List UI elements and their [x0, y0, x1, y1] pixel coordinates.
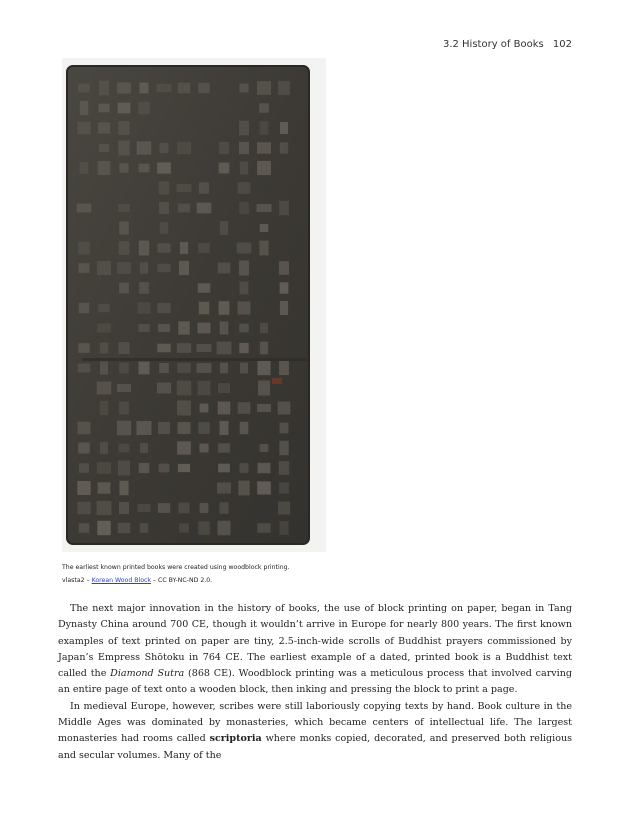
carved-glyph [178, 321, 190, 334]
carved-glyph [219, 502, 228, 513]
carved-glyph [238, 402, 251, 414]
carved-glyph [180, 242, 188, 254]
carved-glyph [159, 202, 169, 214]
carved-glyph [119, 283, 129, 294]
carved-glyph [99, 144, 109, 152]
carved-glyph [218, 443, 230, 452]
carved-glyph [257, 81, 271, 95]
carved-glyph [239, 142, 249, 154]
carved-glyph [137, 141, 151, 154]
carved-glyph [257, 161, 271, 175]
carved-glyph [220, 221, 229, 235]
carved-glyph [97, 261, 111, 275]
carved-glyph [140, 83, 149, 94]
carved-glyph [179, 261, 189, 275]
carved-glyph [79, 303, 89, 313]
carved-glyph [158, 503, 170, 513]
carved-glyph [138, 362, 149, 375]
carved-glyph [78, 84, 90, 93]
carved-glyph [157, 344, 170, 353]
carved-glyph [138, 504, 151, 512]
carved-glyph [279, 482, 289, 493]
carved-glyph [220, 363, 228, 373]
carved-glyph [118, 103, 131, 114]
page-number: 102 [552, 39, 572, 50]
carved-glyph [138, 324, 149, 332]
carved-glyph [197, 363, 212, 373]
text-run: where monks copied, decorated, and preserved both religious and secular volumes. Many of the [58, 733, 573, 761]
source-link[interactable]: Korean Wood Block [91, 577, 151, 584]
carved-glyph [177, 401, 191, 416]
carved-glyph [258, 463, 271, 473]
carved-glyph [138, 302, 151, 313]
carved-glyph [118, 141, 129, 156]
carved-glyph [280, 423, 289, 434]
carved-glyph [220, 421, 229, 435]
carved-glyph [260, 342, 268, 355]
carved-glyph [118, 204, 130, 212]
carved-glyph [257, 404, 271, 412]
carved-glyph [280, 122, 288, 134]
carved-glyph [239, 324, 249, 333]
section-title: 3.2 History of Books [442, 39, 544, 50]
carved-glyph [80, 101, 89, 115]
carved-glyph [78, 343, 89, 353]
carved-glyph [119, 163, 128, 172]
carved-glyph [260, 444, 269, 452]
carved-glyph [239, 84, 248, 93]
carved-glyph [198, 422, 209, 434]
carved-glyph [77, 481, 90, 495]
carved-glyph [100, 401, 109, 415]
carved-glyph [257, 481, 271, 494]
carved-glyph [177, 184, 192, 192]
carved-glyph [118, 121, 129, 135]
carved-glyph [239, 343, 248, 353]
carved-glyph [239, 121, 249, 136]
carved-glyph [177, 381, 191, 396]
carved-glyph [138, 102, 150, 114]
carved-glyph [178, 464, 190, 472]
carved-glyph [117, 82, 131, 93]
carved-glyph [279, 261, 289, 275]
carved-glyph [177, 363, 191, 373]
carved-glyph [79, 463, 89, 473]
carved-glyph [259, 241, 268, 256]
carved-glyph [78, 442, 89, 453]
carved-glyph [178, 83, 190, 94]
carved-glyph [279, 201, 289, 216]
carved-glyph [257, 204, 272, 212]
carved-glyph [79, 162, 88, 174]
carved-glyph [139, 241, 149, 256]
carved-glyph [117, 262, 131, 274]
carved-glyph [218, 262, 230, 273]
carved-glyph [217, 342, 232, 355]
carved-glyph [200, 503, 209, 513]
carved-glyph [119, 502, 129, 514]
book-title: Diamond Sutra [110, 668, 185, 680]
carved-glyph [100, 343, 109, 354]
carved-glyph [238, 182, 251, 194]
carved-glyph [158, 243, 171, 252]
carved-glyph [159, 464, 170, 473]
carved-glyph [199, 182, 209, 194]
carved-glyph [220, 321, 229, 334]
carved-glyph [117, 384, 131, 392]
carved-glyph [237, 242, 252, 253]
carved-glyph [140, 262, 148, 273]
carved-glyph [177, 441, 191, 454]
carved-glyph [79, 523, 90, 533]
carved-glyph [219, 142, 229, 154]
carved-glyph [278, 81, 290, 95]
carved-glyph [78, 263, 89, 273]
carved-glyph [197, 344, 212, 352]
carved-glyph [238, 481, 249, 496]
carved-glyph [240, 463, 249, 473]
carved-glyph [200, 404, 209, 413]
carved-glyph [280, 301, 288, 315]
carved-glyph [178, 204, 190, 213]
carved-glyph [240, 161, 248, 174]
carved-glyph [157, 303, 170, 313]
text-run: In medieval Europe, however, scribes were still laboriously copying texts by hand. Book culture in the Middle Ages was dominated by monasteries, which became centers of intellectual life. The largest monasteries had rooms called [58, 700, 572, 745]
carved-glyph [159, 181, 170, 194]
carved-glyph [97, 381, 112, 394]
carved-glyph [157, 84, 172, 93]
carved-glyph [119, 241, 130, 255]
caption-credit [62, 574, 362, 587]
carved-glyph [177, 343, 191, 353]
carved-glyph [157, 264, 170, 272]
key-term: scriptoria [209, 733, 262, 745]
text-run: (868 CE). Woodblock printing was a meticulous process that involved carving an entire page of text onto a wooden block, then inking and pressing the block to print a page. [58, 668, 572, 696]
carved-glyph [119, 221, 129, 234]
carved-glyph [97, 462, 111, 474]
carved-glyph [238, 301, 251, 314]
woodblock-image [62, 58, 326, 552]
carved-glyph [198, 381, 211, 395]
carved-glyph [158, 324, 170, 332]
carved-glyph [98, 161, 111, 175]
license-text: – CC BY-NC-ND 2.0. [150, 577, 213, 584]
carved-glyph [98, 122, 110, 133]
body-text [58, 601, 572, 764]
carved-glyph [160, 222, 169, 233]
carved-glyph [219, 163, 229, 174]
carved-glyph [257, 361, 270, 375]
carved-glyph [77, 122, 90, 135]
carved-glyph [119, 444, 130, 453]
carved-glyph [257, 142, 271, 153]
carved-glyph [177, 142, 191, 155]
carved-glyph [97, 324, 111, 333]
carved-glyph [260, 323, 268, 333]
carved-glyph [119, 481, 128, 495]
carved-glyph [258, 381, 270, 396]
carved-glyph [78, 242, 90, 255]
carved-glyph [198, 243, 210, 253]
carved-glyph [217, 483, 231, 494]
carved-glyph [158, 422, 170, 434]
carved-glyph [178, 422, 191, 434]
carved-glyph [219, 301, 230, 315]
carved-glyph [118, 342, 129, 354]
carved-glyph [240, 363, 248, 374]
carved-glyph [97, 501, 112, 515]
paragraph [58, 601, 572, 699]
carved-glyph [217, 521, 230, 536]
credit-author: vlasta2 – [62, 577, 92, 584]
carved-glyph [118, 523, 130, 533]
carved-glyph [198, 83, 209, 93]
carved-glyph [118, 461, 130, 476]
carved-glyph [280, 142, 288, 153]
paragraph [58, 699, 572, 764]
carved-glyph [100, 442, 108, 454]
caption-text: The earliest known printed books were created using woodblock printing. [62, 564, 290, 571]
carved-glyph [139, 282, 149, 294]
carved-glyph [119, 401, 129, 414]
carved-glyph [218, 383, 230, 393]
carved-glyph [78, 364, 91, 373]
carved-glyph [179, 523, 189, 532]
text-run: The next major innovation in the history of books, the use of block printing on paper, began in Tang Dynasty China around 700 CE, though it wouldn’t arrive in Europe for nearly 800 years. The first known examples of text printed on paper are tiny, 2.5-inch-wide scrolls of Buddhist prayers commissioned by Japan’s Empress Shōtoku in 764 CE. The earliest example of a dated, printed book is a Buddhist text called the [58, 603, 572, 680]
carved-glyph [100, 361, 108, 374]
carved-glyph [159, 363, 169, 373]
carved-glyph [279, 461, 290, 475]
carved-glyph [199, 302, 209, 315]
carved-glyph [260, 121, 269, 134]
running-header [443, 39, 572, 50]
carved-glyph [77, 502, 90, 514]
carved-glyph [279, 441, 288, 456]
carved-glyph [278, 401, 291, 414]
carved-glyph [280, 282, 289, 293]
carved-glyph [198, 521, 210, 534]
carved-glyph [240, 422, 249, 434]
figure-caption [62, 561, 362, 587]
carved-glyph [218, 464, 230, 473]
carved-glyph [199, 444, 208, 453]
carved-glyph [260, 224, 269, 232]
carved-glyph [218, 402, 230, 415]
carved-glyph [198, 283, 211, 292]
carved-glyph [240, 282, 249, 295]
carved-glyph [138, 164, 149, 173]
carved-glyph [98, 482, 111, 493]
carved-glyph [239, 261, 249, 276]
carved-glyph [259, 103, 269, 113]
carved-glyph [178, 503, 189, 514]
carved-glyph [257, 523, 270, 533]
carved-glyph [160, 143, 169, 153]
carved-glyph [98, 304, 109, 312]
carved-glyph [99, 81, 109, 96]
carved-glyph [139, 463, 150, 473]
carved-glyph [279, 521, 288, 535]
carved-glyph [140, 523, 148, 533]
carved-glyph [157, 383, 171, 394]
carved-glyph [278, 502, 290, 515]
carved-glyph [98, 104, 109, 113]
carved-glyph [137, 421, 152, 435]
carved-glyph [197, 323, 210, 334]
carved-glyph [77, 204, 92, 213]
carved-glyph [239, 202, 249, 214]
carved-glyph [197, 203, 212, 214]
carved-glyph [157, 162, 171, 173]
carved-glyph [97, 521, 111, 535]
carved-glyph [78, 422, 91, 435]
carved-glyph [119, 363, 129, 374]
woodblock-photo [62, 58, 326, 552]
carved-glyph [117, 421, 131, 436]
carved-glyph [140, 443, 148, 453]
carved-glyph [279, 361, 289, 375]
